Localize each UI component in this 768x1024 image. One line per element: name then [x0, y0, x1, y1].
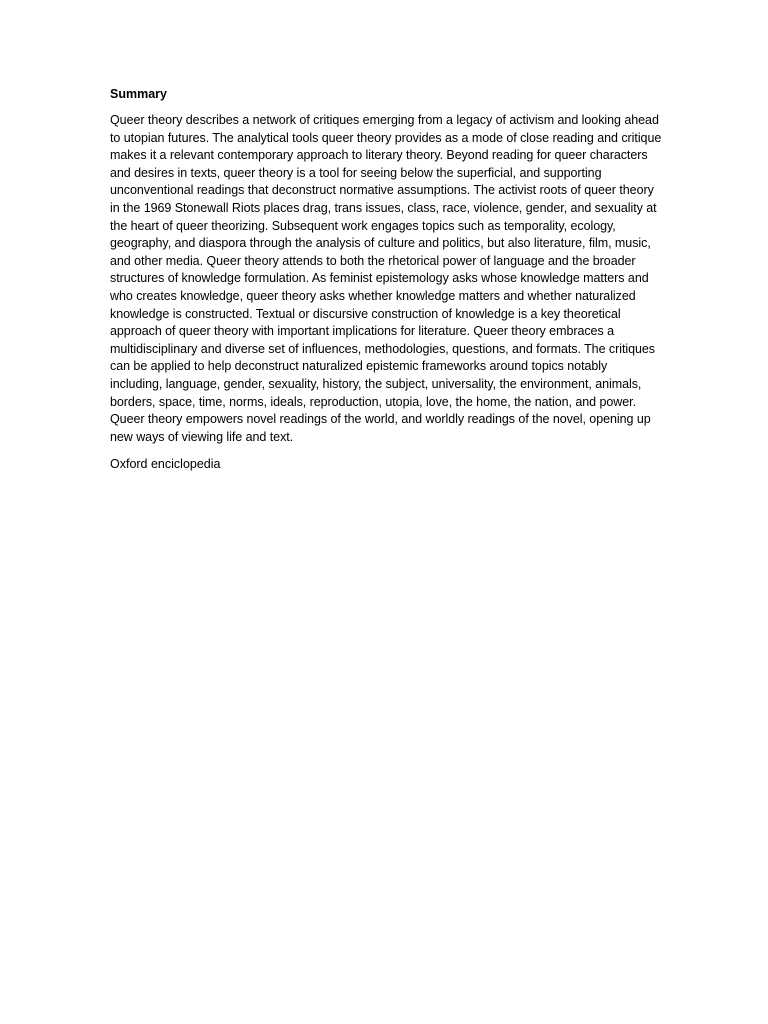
- document-page: [110, 85, 662, 474]
- source-note: Oxford enciclopedia: [110, 457, 221, 472]
- summary-heading: Summary: [110, 87, 167, 101]
- summary-paragraph: Queer theory describes a network of critiques emerging from a legacy of activism and looking ahead to utopian futures. The analytical tools queer theory provides as a mode of close reading and critique makes it a relevant contemporary approach to literary theory. Beyond reading for queer characters and desires in texts, queer theory is a tool for seeing below the superficial, and supporting unconventional readings that deconstruct normative assumptions. The activist roots of queer theory in the 1969 Stonewall Riots places drag, trans issues, class, race, violence, gender, and sexuality at the heart of queer theorizing. Subsequent work engages topics such as temporality, ecology, geography, and diaspora through the analysis of culture and politics, but also literature, film, music, and other media. Queer theory attends to both the rhetorical power of language and the broader structures of knowledge formulation. As feminist epistemology asks whose knowledge matters and who creates knowledge, queer theory asks whether knowledge matters and whether naturalized knowledge is constructed. Textual or discursive construction of knowledge is a key theoretical approach of queer theory with important implications for literature. Queer theory embraces a multidisciplinary and diverse set of influences, methodologies, questions, and formats. The critiques can be applied to help deconstruct naturalized epistemic frameworks around topics notably including, language, gender, sexuality, history, the subject, universality, the environment, animals, borders, space, time, norms, ideals, reproduction, utopia, love, the home, the nation, and power. Queer theory empowers novel readings of the world, and worldly readings of the novel, opening up new ways of viewing life and text.: [110, 113, 662, 444]
